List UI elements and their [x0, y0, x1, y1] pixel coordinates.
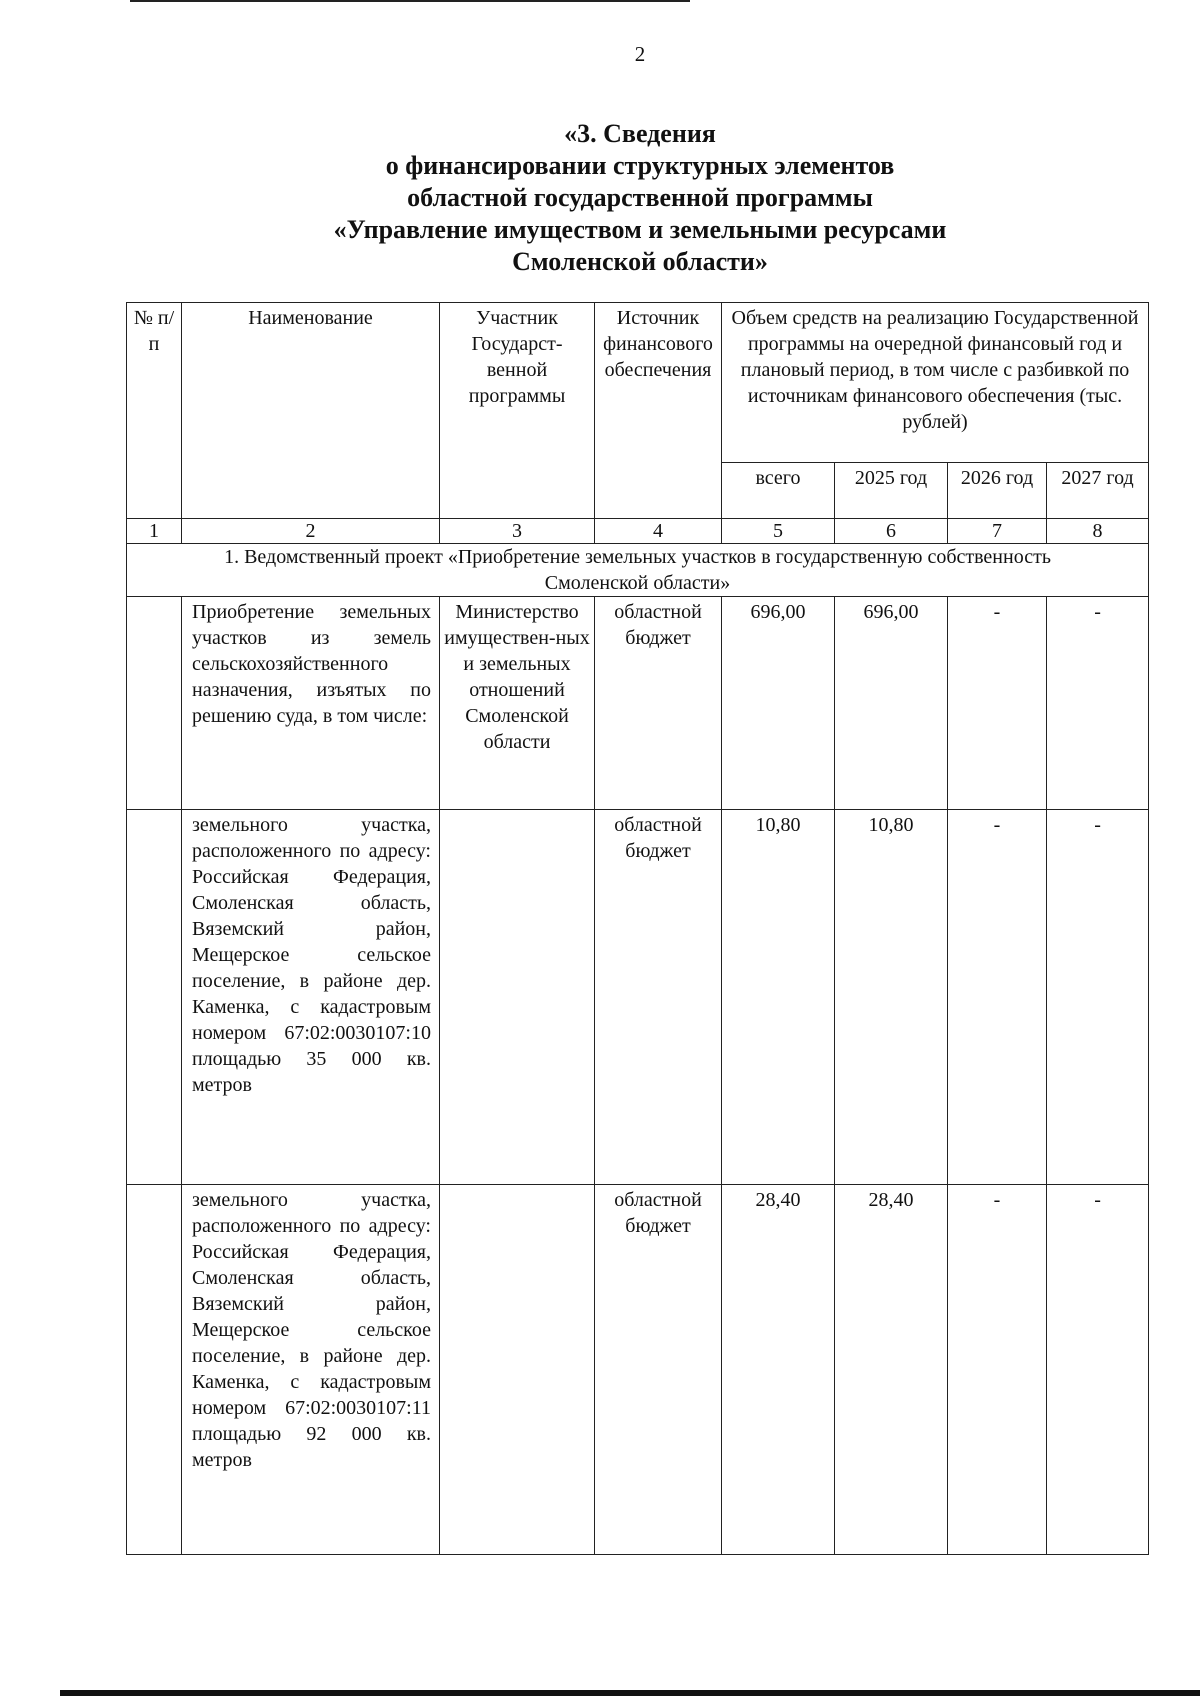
header-row: [127, 303, 1149, 463]
row-num: [127, 810, 182, 1185]
row-2027: -: [1047, 597, 1149, 810]
row-source: областной бюджет: [595, 1185, 722, 1555]
row-source: областной бюджет: [595, 597, 722, 810]
row-2025: 696,00: [835, 597, 948, 810]
header-2026: 2026 год: [948, 463, 1047, 519]
page-number: 2: [634, 42, 646, 66]
header-total: всего: [722, 463, 835, 519]
row-2026: -: [948, 597, 1047, 810]
column-number: 8: [1047, 519, 1149, 544]
row-participant: Министерство имуществен-ных и земельных отношений Смоленской области: [440, 597, 595, 810]
scan-edge-top: [130, 0, 690, 2]
row-name: земельного участка, расположенного по адресу: Российская Федерация, Смоленская область, Вяземский район, Мещерское сельское поселение, в районе дер. Каменка, с кадастровым номером 67:02:0030107:11 площадью 92 000 кв. метров: [182, 1185, 440, 1555]
table-row: [127, 597, 1149, 810]
column-number: 4: [595, 519, 722, 544]
row-total: 28,40: [722, 1185, 835, 1555]
column-number: 5: [722, 519, 835, 544]
header-2025: 2025 год: [835, 463, 948, 519]
column-number: 7: [948, 519, 1047, 544]
row-2026: -: [948, 810, 1047, 1185]
header-volume: Объем средств на реализацию Государственной программы на очередной финансовый год и плановый период, в том числе с разбивкой по источникам финансового обеспечения (тыс. рублей): [722, 303, 1149, 463]
row-2027: -: [1047, 810, 1149, 1185]
heading-line: «Управление имуществом и земельными ресурсами: [333, 215, 947, 244]
heading-line: о финансировании структурных элементов: [385, 151, 895, 180]
row-2025: 10,80: [835, 810, 948, 1185]
row-participant: [440, 1185, 595, 1555]
section-title: 1. Ведомственный проект «Приобретение земельных участков в государственную собственность Смоленской области»: [127, 544, 1149, 597]
heading-line: Смоленской области»: [512, 247, 768, 276]
heading-line: областной государственной программы: [407, 183, 873, 212]
scan-edge-bottom: [60, 1690, 1200, 1696]
section-row: [127, 544, 1149, 597]
row-name: Приобретение земельных участков из земель сельскохозяйственного назначения, изъятых по решению суда, в том числе:: [182, 597, 440, 810]
row-participant: [440, 810, 595, 1185]
heading-line: «3. Сведения: [564, 119, 716, 148]
header-name: Наименование: [182, 303, 440, 519]
row-source: областной бюджет: [595, 810, 722, 1185]
financing-table: [126, 302, 1149, 1555]
row-2027: -: [1047, 1185, 1149, 1555]
row-2026: -: [948, 1185, 1047, 1555]
row-num: [127, 1185, 182, 1555]
table-row: [127, 1185, 1149, 1555]
header-participant: Участник Государст-венной программы: [440, 303, 595, 519]
document-heading: [0, 118, 1200, 278]
table-row: [127, 810, 1149, 1185]
row-name: земельного участка, расположенного по адресу: Российская Федерация, Смоленская область, Вяземский район, Мещерское сельское поселение, в районе дер. Каменка, с кадастровым номером 67:02:0030107:10 площадью 35 000 кв. метров: [182, 810, 440, 1185]
column-number: 6: [835, 519, 948, 544]
header-2027: 2027 год: [1047, 463, 1149, 519]
row-total: 10,80: [722, 810, 835, 1185]
row-total: 696,00: [722, 597, 835, 810]
column-number-row: [127, 519, 1149, 544]
column-number: 3: [440, 519, 595, 544]
column-number: 1: [127, 519, 182, 544]
column-number: 2: [182, 519, 440, 544]
row-2025: 28,40: [835, 1185, 948, 1555]
header-num: № п/п: [127, 303, 182, 519]
header-source: Источник финансового обеспечения: [595, 303, 722, 519]
row-num: [127, 597, 182, 810]
